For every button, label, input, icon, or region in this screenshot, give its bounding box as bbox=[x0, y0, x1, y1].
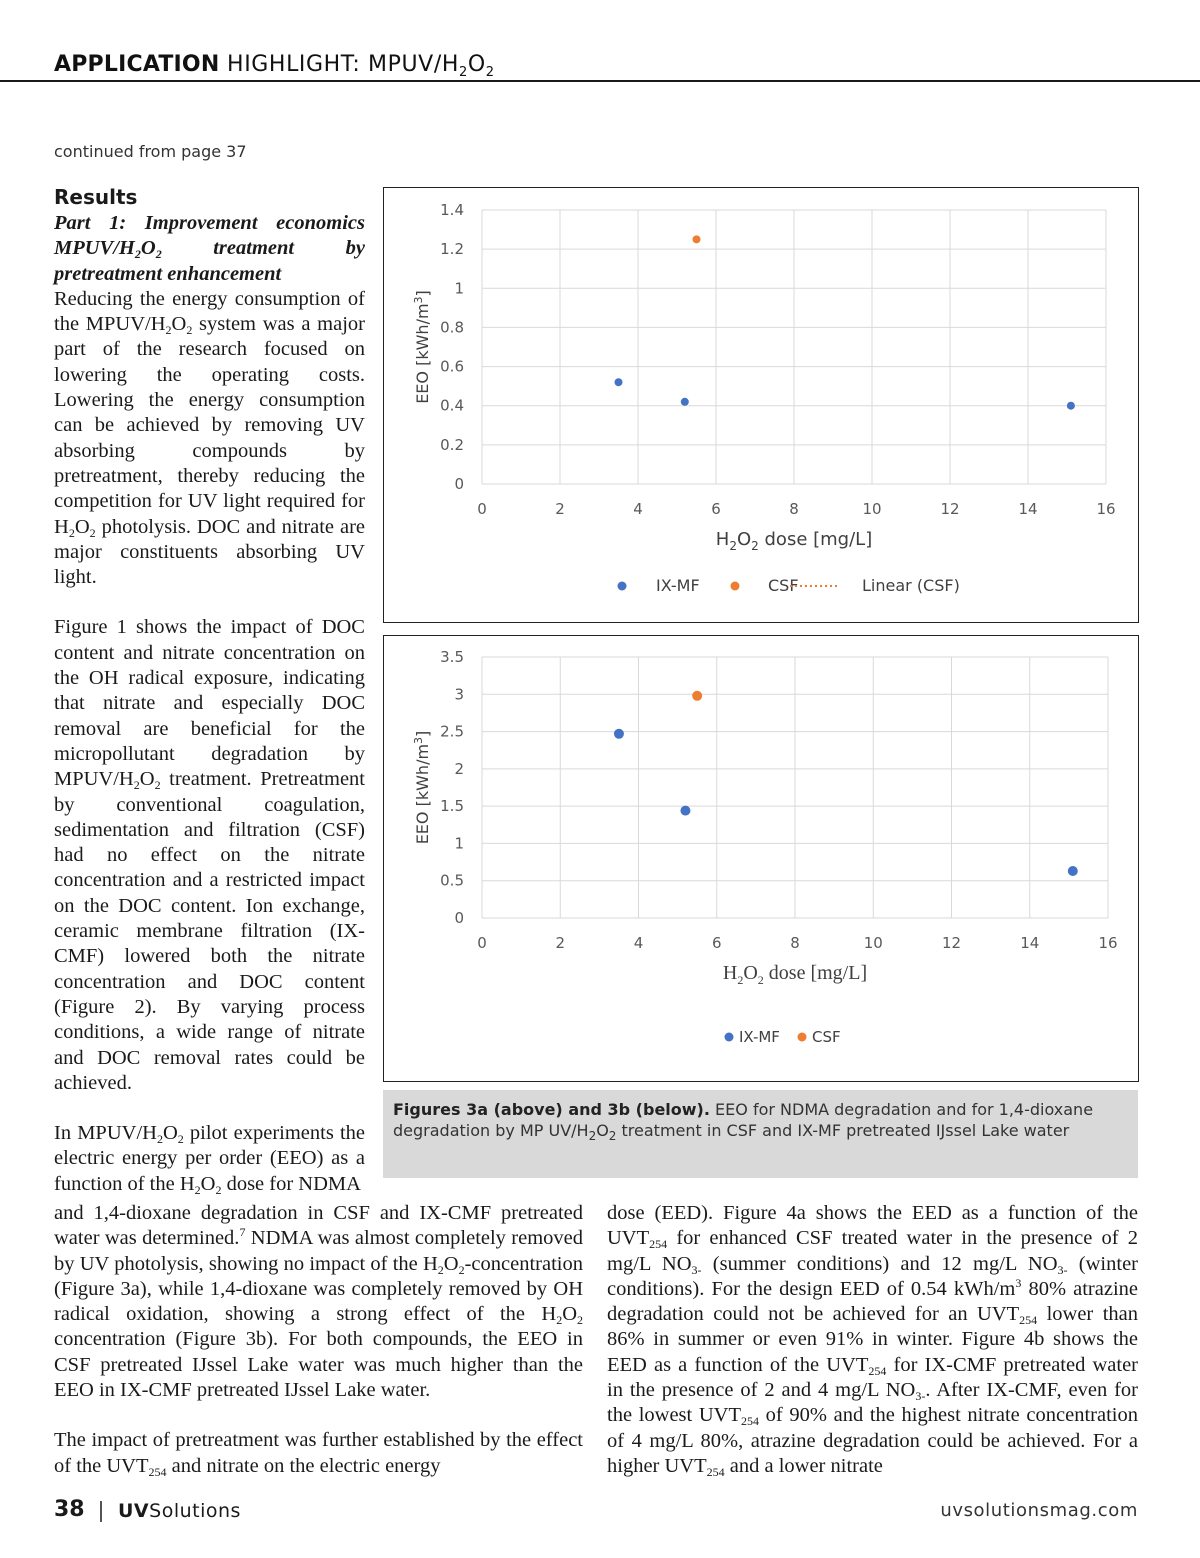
x-tick-label: 6 bbox=[711, 934, 722, 952]
y-tick-label: 1 bbox=[454, 834, 464, 853]
header-sub-2: 2 bbox=[485, 65, 495, 80]
x-tick-label: 2 bbox=[555, 500, 565, 518]
brand-rest: Solutions bbox=[149, 1500, 241, 1522]
footer-divider bbox=[100, 1501, 102, 1522]
text-run: NDMA was almost completely removed by UV photolysis, showing no impact of the H bbox=[54, 1227, 583, 1275]
sub-2: 2 bbox=[89, 525, 96, 540]
text-run: concentration (Figure 3b). For both compounds, the EEO in CSF pretreated IJssel Lake water was much higher than the EEO in IX-CMF pretreated IJssel Lake water. bbox=[54, 1328, 583, 1402]
text-run: 80% atrazine degradation could not be achieved for an UVT bbox=[607, 1277, 1138, 1326]
x-tick-label: 16 bbox=[1098, 934, 1118, 952]
sub-2: 2 bbox=[155, 247, 162, 262]
sub-2: 2 bbox=[154, 778, 161, 793]
x-tick-label: 12 bbox=[941, 934, 962, 952]
part1-line-3: pretreatment enhancement bbox=[54, 262, 282, 285]
magazine-brand bbox=[118, 1500, 241, 1522]
figure-3b-svg bbox=[384, 636, 1138, 1081]
legend-label: IX-MF bbox=[739, 1028, 780, 1046]
y-tick-label: 2 bbox=[454, 759, 464, 778]
y-tick-label: 0.4 bbox=[440, 396, 464, 415]
y-tick-label: 1.4 bbox=[440, 201, 464, 219]
data-point-csf bbox=[692, 691, 702, 701]
sub-2: 2 bbox=[68, 525, 75, 540]
paragraph-2 bbox=[54, 615, 365, 1096]
part1-line-2a: MPUV/H bbox=[54, 237, 135, 260]
y-tick-label: 0.5 bbox=[440, 871, 464, 890]
text-run: O bbox=[443, 1252, 459, 1275]
y-tick-label: 3 bbox=[454, 685, 464, 704]
caption-sub: 2 bbox=[608, 1129, 617, 1143]
header-o: O bbox=[467, 52, 486, 77]
legend-marker-ix-mf bbox=[725, 1033, 734, 1042]
x-tick-label: 0 bbox=[477, 934, 487, 952]
figure-3a-chart bbox=[383, 187, 1139, 623]
x-tick-label: 4 bbox=[633, 934, 644, 952]
text-run: Reducing the energy consumption of the MPUV/H bbox=[54, 287, 365, 336]
legend-label: IX-MF bbox=[656, 576, 700, 595]
bottom-right-column bbox=[607, 1201, 1138, 1479]
x-tick-label: 8 bbox=[790, 934, 800, 952]
x-tick-label: 10 bbox=[863, 934, 883, 952]
sub-2: 2 bbox=[133, 778, 140, 793]
y-axis-label: EEO $[kWh/m^3]$ bbox=[412, 290, 432, 404]
x-tick-label: 4 bbox=[633, 500, 643, 518]
left-body bbox=[54, 287, 365, 1197]
continued-note: continued from page 37 bbox=[54, 142, 247, 161]
x-tick-label: 12 bbox=[940, 500, 960, 518]
x-axis-label: $H_2O_2$ dose [mg/L] bbox=[722, 962, 868, 987]
bottom-left-column bbox=[54, 1201, 583, 1479]
sub-3: 3- bbox=[1057, 1262, 1068, 1277]
sub-254: 254 bbox=[868, 1363, 887, 1378]
sub-2: 2 bbox=[134, 247, 141, 262]
sub-2: 2 bbox=[165, 323, 172, 338]
paragraph-1 bbox=[54, 287, 365, 591]
caption-text-b: O bbox=[596, 1121, 609, 1140]
data-point-ix-mf bbox=[614, 729, 624, 739]
text-run: and a lower nitrate bbox=[724, 1454, 883, 1477]
y-axis-label: EEO $[kWh/m^3]$ bbox=[412, 730, 432, 845]
text-run: dose for NDMA bbox=[221, 1172, 361, 1195]
y-tick-label: 0.8 bbox=[440, 318, 464, 337]
sub-2: 2 bbox=[156, 1132, 163, 1147]
text-run: for IX-CMF pretreated water in the presence of 2 and 4 mg/L NO bbox=[607, 1353, 1138, 1402]
brand-bold: UV bbox=[118, 1500, 150, 1522]
paragraph-5 bbox=[607, 1201, 1138, 1479]
data-point-ix-mf bbox=[1067, 402, 1075, 410]
text-run: lower than 86% in summer or even 91% in winter. Figure 4b shows the EED as a function of the UVT bbox=[607, 1303, 1138, 1376]
sub-254: 254 bbox=[1019, 1313, 1038, 1328]
data-point-csf bbox=[693, 235, 701, 243]
text-run: photolysis. DOC and nitrate are major constituents absorbing UV light. bbox=[54, 515, 365, 589]
legend-label: CSF bbox=[812, 1028, 841, 1046]
legend-label: CSF bbox=[768, 576, 799, 595]
y-tick-label: 1.2 bbox=[440, 240, 464, 259]
figure-3b-chart bbox=[383, 635, 1139, 1082]
magazine-website: uvsolutionsmag.com bbox=[940, 1500, 1138, 1521]
sub-2: 2 bbox=[437, 1262, 444, 1277]
caption-text-c: treatment in CSF and IX-MF pretreated IJssel Lake water bbox=[616, 1121, 1070, 1140]
x-tick-label: 14 bbox=[1020, 934, 1040, 952]
data-point-ix-mf bbox=[680, 806, 690, 816]
sub-2: 2 bbox=[577, 1313, 583, 1328]
sub-254: 254 bbox=[649, 1237, 668, 1252]
text-run: O bbox=[562, 1303, 577, 1326]
sub-254: 254 bbox=[706, 1464, 725, 1479]
reference-superscript: 7 bbox=[239, 1225, 246, 1240]
text-run: of 90% and the highest nitrate concentration of 4 mg/L 80%, atrazine degradation could be achieved. For a higher UVT bbox=[607, 1404, 1138, 1477]
legend-marker-csf bbox=[798, 1033, 807, 1042]
part1-line-1: Part 1: Improvement economics bbox=[54, 212, 365, 234]
caption-bold: Figures 3a (above) and 3b (below). bbox=[393, 1100, 710, 1119]
data-point-ix-mf bbox=[615, 378, 623, 386]
part1-heading bbox=[54, 211, 365, 287]
text-run: pilot experiments the electric energy per order (EEO) as a function of the H bbox=[54, 1122, 365, 1195]
sub-2: 2 bbox=[194, 1182, 201, 1197]
sub-3: 3- bbox=[691, 1262, 702, 1277]
data-point-ix-mf bbox=[681, 398, 689, 406]
header-rule bbox=[0, 80, 1200, 82]
x-tick-label: 10 bbox=[862, 500, 882, 518]
y-tick-label: 1.5 bbox=[440, 797, 464, 816]
sup-3: 3 bbox=[1015, 1275, 1022, 1290]
sub-3: 3- bbox=[915, 1389, 926, 1404]
text-run: O bbox=[162, 1122, 178, 1145]
legend-label: Linear (CSF) bbox=[862, 576, 960, 595]
paragraph-4 bbox=[54, 1428, 583, 1479]
text-run: and nitrate on the electric energy bbox=[166, 1454, 441, 1477]
legend-marker-csf bbox=[731, 582, 740, 591]
text-run: (summer conditions) and 12 mg/L NO bbox=[701, 1252, 1058, 1275]
part1-line-2c: treatment by bbox=[161, 237, 365, 260]
left-column bbox=[54, 185, 365, 1197]
header-sub-1: 2 bbox=[459, 65, 468, 80]
figure-3a-svg bbox=[384, 188, 1138, 622]
x-tick-label: 0 bbox=[477, 500, 487, 518]
caption-sub: 2 bbox=[588, 1129, 597, 1143]
header-bold: APPLICATION bbox=[54, 52, 220, 77]
x-axis-label: $H_2O_2$ dose [mg/L] bbox=[715, 529, 873, 553]
x-tick-label: 6 bbox=[711, 500, 721, 518]
y-tick-label: 0 bbox=[454, 475, 464, 493]
header-rest: HIGHLIGHT: MPUV/H bbox=[227, 52, 459, 77]
text-run: O bbox=[200, 1172, 216, 1195]
sub-2: 2 bbox=[215, 1182, 222, 1197]
data-point-ix-mf bbox=[1068, 866, 1078, 876]
results-heading: Results bbox=[54, 185, 138, 209]
sub-254: 254 bbox=[741, 1414, 759, 1429]
text-run: O bbox=[74, 515, 90, 538]
sub-2: 2 bbox=[186, 323, 193, 338]
text-run: for enhanced CSF treated water in the presence of 2 mg/L NO bbox=[607, 1227, 1138, 1275]
page-number: 38 bbox=[54, 1497, 85, 1522]
sub-2: 2 bbox=[177, 1132, 184, 1147]
y-tick-label: 1 bbox=[454, 279, 464, 298]
sub-2: 2 bbox=[458, 1262, 465, 1277]
x-tick-label: 14 bbox=[1018, 500, 1038, 518]
legend-marker-ix-mf bbox=[618, 582, 627, 591]
text-run: O bbox=[139, 768, 155, 791]
text-run: dose (EED). Figure 4a shows the EED as a function of the UVT bbox=[607, 1202, 1138, 1250]
text-run: In MPUV/H bbox=[54, 1122, 157, 1145]
text-run: Figure 1 shows the impact of DOC content and nitrate concentration on the OH radical exposure, indicating that nitrate and especially DOC removal are beneficial for the micropollutant degradation by MPUV/H bbox=[54, 616, 365, 791]
y-tick-label: 3.5 bbox=[440, 648, 464, 666]
paragraph-3-continued bbox=[54, 1201, 583, 1403]
text-run: (winter conditions). For the design EED of 0.54 kWh/m bbox=[607, 1252, 1139, 1300]
caption-text-a: EEO for NDMA degradation and for 1,4-dioxane degradation by MP UV/H bbox=[393, 1100, 1094, 1140]
text-run: O bbox=[171, 313, 187, 336]
text-run: treatment. Pretreatment by conventional coagulation, sedimentation and filtration (CSF) had no effect on the nitrate concentration and a restricted impact on the DOC content. Ion exchange, ceramic membrane filtration (IX-CMF) lowered both the nitrate concentration and DOC content (Figure 2). By varying process conditions, a wide range of nitrate and DOC removal rates could be achieved. bbox=[54, 768, 365, 1094]
sub-254: 254 bbox=[148, 1464, 167, 1479]
text-run: and 1,4-dioxane degradation in CSF and IX-CMF pretreated water was determined. bbox=[54, 1202, 583, 1250]
part1-line-2b: O bbox=[140, 237, 156, 260]
y-tick-label: 2.5 bbox=[440, 722, 464, 741]
text-run: -concentration (Figure 3a), while 1,4-dioxane was completely removed by OH radical oxidation, showing a strong effect of the H bbox=[54, 1252, 583, 1326]
text-run: The impact of pretreatment was further established by the effect of the UVT bbox=[54, 1429, 583, 1477]
figure-caption bbox=[383, 1090, 1138, 1178]
running-header bbox=[54, 52, 495, 80]
sub-2: 2 bbox=[556, 1313, 563, 1328]
text-run: system was a major part of the research focused on lowering the operating costs. Lowering the energy consumption can be achieved by removing UV absorbing compounds by pretreatment, thereby reducing the competition for UV light required for H bbox=[54, 313, 365, 538]
y-tick-label: 0.2 bbox=[440, 435, 464, 454]
x-tick-label: 16 bbox=[1096, 500, 1116, 518]
y-tick-label: 0 bbox=[454, 909, 464, 927]
x-tick-label: 2 bbox=[555, 934, 566, 952]
text-run: . After IX-CMF, even for the lowest UVT bbox=[607, 1379, 1138, 1427]
x-tick-label: 8 bbox=[789, 500, 799, 518]
y-tick-label: 0.6 bbox=[440, 357, 464, 376]
paragraph-3 bbox=[54, 1121, 365, 1197]
